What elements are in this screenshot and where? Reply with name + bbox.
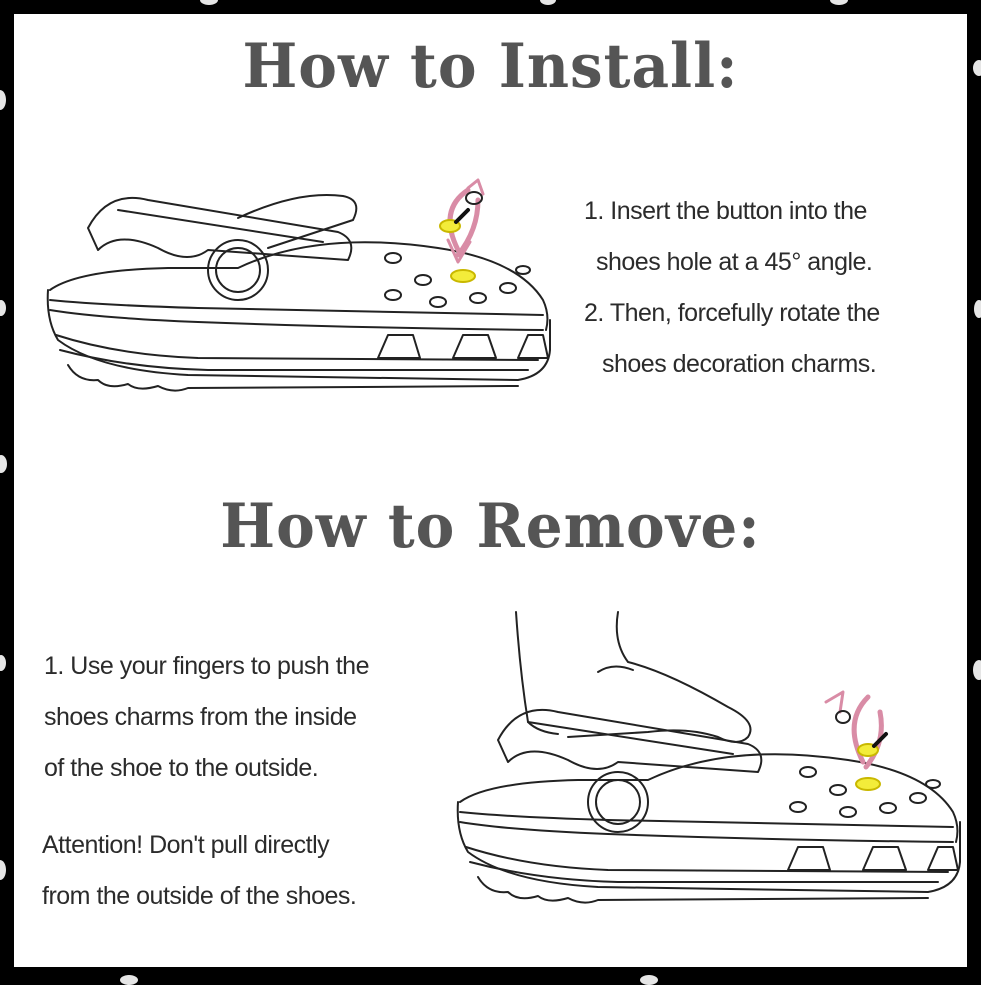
install-title: How to Install: xyxy=(242,30,739,102)
remove-step-line: 1. Use your fingers to push the xyxy=(44,652,369,680)
remove-step-line: shoes charms from the inside xyxy=(44,703,357,731)
install-step-line: 2. Then, forcefully rotate the xyxy=(584,299,880,327)
remove-steps xyxy=(44,641,369,794)
attention-note xyxy=(42,820,356,922)
clog-shoe-icon xyxy=(38,170,558,390)
attention-line: Attention! Don't pull directly xyxy=(42,831,330,859)
install-steps xyxy=(584,186,880,390)
install-step-line: shoes hole at a 45° angle. xyxy=(596,248,873,276)
install-step-line: 1. Insert the button into the xyxy=(584,197,867,225)
clog-shoe-with-hand-icon xyxy=(448,612,968,912)
remove-step-line: of the shoe to the outside. xyxy=(44,754,319,782)
instruction-card xyxy=(14,14,967,967)
remove-title: How to Remove: xyxy=(220,490,761,562)
install-step-line: shoes decoration charms. xyxy=(602,350,877,378)
hand-icon xyxy=(516,612,751,742)
attention-line: from the outside of the shoes. xyxy=(42,882,357,910)
